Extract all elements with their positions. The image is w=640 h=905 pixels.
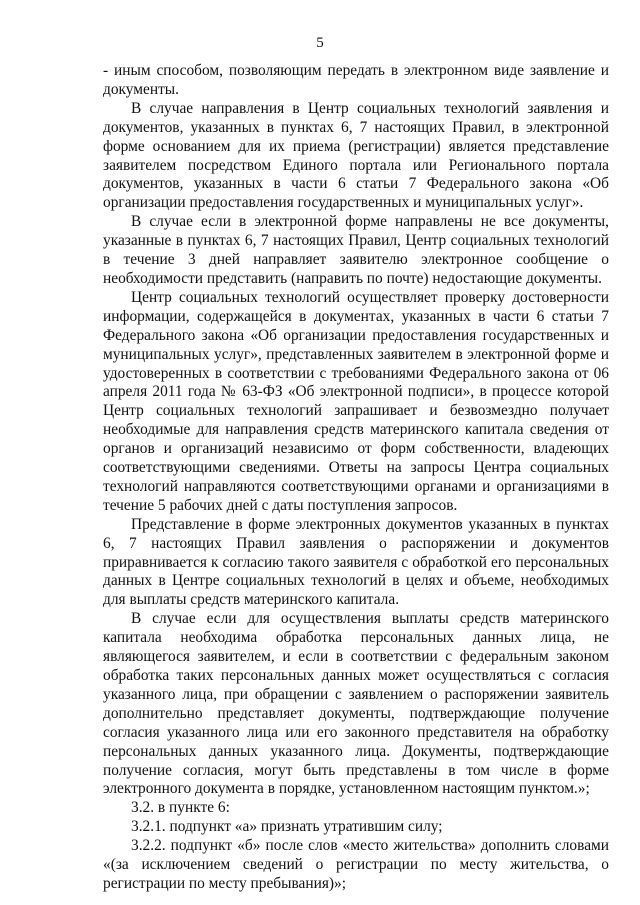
paragraph: В случае если для осуществления выплаты средств материнского капитала необходима обработка персональных данных лица, не являющегося заявителем, и если в соответствии с федеральным законом обработка таких персональных данных может осуществляться с согласия указанного лица, при обращении с заявлением о распоряжении заявитель дополнительно представляет документы, подтверждающие получение согласия указанного лица или его законного представителя на обработку персональных данных указанного лица. Документы, подтверждающие получение согласия, могут быть представлены в том числе в форме электронного документа в порядке, установленном настоящим пунктом.»; [103, 610, 609, 798]
paragraph: 3.2.1. подпункт «а» признать утратившим силу; [131, 818, 443, 836]
paragraph: В случае направления в Центр социальных технологий заявления и документов, указанных в пунктах 6, 7 настоящих Правил, в электронной форме основанием для их приема (регистрации) является представление заявителем посредством Единого портала или Регионального портала документов, указанных в части 6 статьи 7 Федерального закона «Об организации предоставления государственных и муниципальных услуг». [103, 99, 609, 212]
paragraph: - иным способом, позволяющим передать в электронном виде заявление и документы. [103, 62, 609, 98]
page-number: 5 [316, 35, 324, 51]
paragraph: 3.2. в пункте 6: [131, 799, 230, 817]
paragraph: 3.2.2. подпункт «б» после слов «место жительства» дополнить словами «(за исключением сведений о регистрации по месту жительства, о регистрации по месту пребывания)»; [103, 837, 609, 892]
paragraph: Центр социальных технологий осуществляет проверку достоверности информации, содержащейся в документах, указанных в части 6 статьи 7 Федерального закона «Об организации предоставления государственных и муниципальных услуг», представленных заявителем в электронной форме и удостоверенных в соответствии с требованиями Федерального закона от 06 апреля 2011 года № 63-ФЗ «Об электронной подписи», в процессе которой Центр социальных технологий запрашивает и безвозмездно получает необходимые для направления средств материнского капитала сведения от органов и организаций независимо от форм собственности, владеющих соответствующими сведениями. Ответы на запросы Центра социальных технологий направляются соответствующими органами и организациями в течение 5 рабочих дней с даты поступления запросов. [103, 288, 609, 514]
document-body [103, 62, 609, 894]
paragraph: Представление в форме электронных документов указанных в пунктах 6, 7 настоящих Правил заявления о распоряжении и документов приравнивается к согласию такого заявителя с обработкой его персональных данных в Центре социальных технологий в целях и объеме, необходимых для выплаты средств материнского капитала. [103, 515, 609, 609]
paragraph: В случае если в электронной форме направлены не все документы, указанные в пунктах 6, 7 настоящих Правил, Центр социальных технологий в течение 3 дней направляет заявителю электронное сообщение о необходимости представить (направить по почте) недостающие документы. [103, 213, 609, 287]
